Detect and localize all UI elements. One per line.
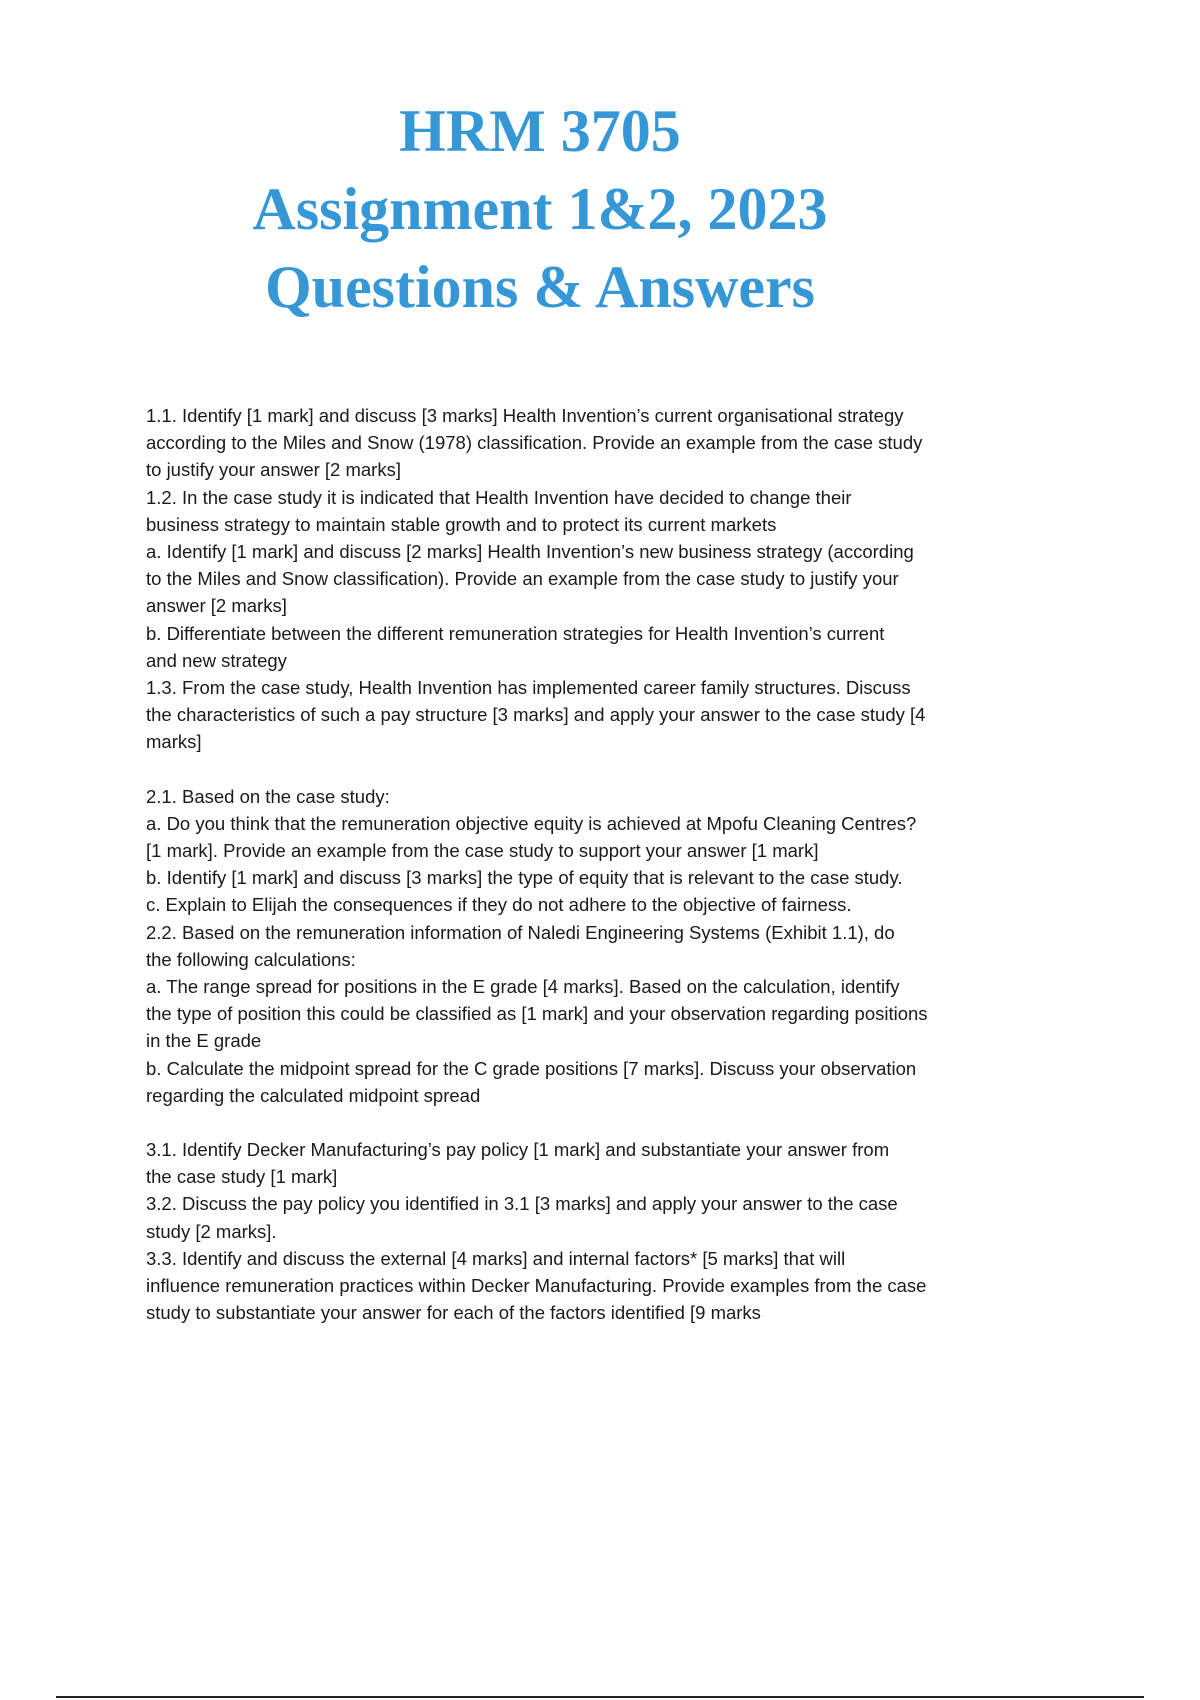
text-line: to justify your answer [2 marks] — [146, 459, 401, 481]
text-line: the case study [1 mark] — [146, 1166, 338, 1188]
text-line: a. Do you think that the remuneration objective equity is achieved at Mpofu Cleaning Centres? — [146, 812, 917, 834]
document-title — [0, 92, 1080, 326]
text-line: 1.1. Identify [1 mark] and discuss [3 marks] Health Invention’s current organisational strategy — [146, 405, 904, 426]
title-questions-answers: Questions & Answers — [264, 254, 816, 320]
text-line: b. Identify [1 mark] and discuss [3 marks] the type of equity that is relevant to the case study. — [146, 867, 903, 889]
title-course-code: HRM 3705 — [399, 98, 681, 164]
text-line: 2.1. Based on the case study: — [146, 785, 390, 807]
text-line: regarding the calculated midpoint spread — [146, 1084, 481, 1106]
text-line: influence remuneration practices within Decker Manufacturing. Provide examples from the case — [146, 1275, 927, 1297]
text-line: the following calculations: — [146, 948, 356, 970]
text-line: b. Differentiate between the different remuneration strategies for Health Invention’s current — [146, 622, 885, 644]
text-line: a. Identify [1 mark] and discuss [2 marks] Health Invention’s new business strategy (according — [146, 541, 914, 563]
section-2-questions — [146, 783, 1016, 1109]
text-line: in the E grade — [146, 1030, 262, 1052]
text-line: 3.3. Identify and discuss the external [4 marks] and internal factors* [5 marks] that will — [146, 1247, 846, 1269]
text-line: study [2 marks]. — [146, 1220, 277, 1242]
footer-divider — [56, 1696, 1144, 1698]
text-line: marks] — [146, 731, 202, 753]
text-line: and new strategy — [146, 649, 287, 671]
text-line: answer [2 marks] — [146, 595, 287, 617]
text-line: to the Miles and Snow classification). Provide an example from the case study to justify your — [146, 568, 899, 590]
text-line: business strategy to maintain stable growth and to protect its current markets — [146, 513, 777, 535]
text-line: b. Calculate the midpoint spread for the C grade positions [7 marks]. Discuss your observation — [146, 1057, 917, 1079]
section-spacer — [146, 1109, 1016, 1136]
text-line: [1 mark]. Provide an example from the case study to support your answer [1 mark] — [146, 840, 819, 862]
text-line: 1.3. From the case study, Health Invention has implemented career family structures. Discuss — [146, 677, 911, 699]
text-line: a. The range spread for positions in the E grade [4 marks]. Based on the calculation, identify — [146, 976, 900, 998]
text-line: 3.1. Identify Decker Manufacturing’s pay policy [1 mark] and substantiate your answer from — [146, 1139, 890, 1161]
text-line: c. Explain to Elijah the consequences if they do not adhere to the objective of fairness. — [146, 894, 852, 916]
text-line: study to substantiate your answer for each of the factors identified [9 marks — [146, 1302, 761, 1324]
text-line: according to the Miles and Snow (1978) classification. Provide an example from the case study — [146, 432, 923, 454]
section-3-questions — [146, 1136, 1016, 1326]
questions-body — [146, 402, 1016, 1327]
text-line: 2.2. Based on the remuneration information of Naledi Engineering Systems (Exhibit 1.1), do — [146, 921, 895, 943]
title-assignment: Assignment 1&2, 2023 — [252, 176, 828, 242]
text-line: 3.2. Discuss the pay policy you identified in 3.1 [3 marks] and apply your answer to the case — [146, 1193, 898, 1215]
text-line: the characteristics of such a pay structure [3 marks] and apply your answer to the case study [4 — [146, 704, 926, 726]
text-line: 1.2. In the case study it is indicated that Health Invention have decided to change their — [146, 486, 852, 508]
section-1-questions — [146, 402, 1016, 756]
section-spacer — [146, 756, 1016, 783]
text-line: the type of position this could be classified as [1 mark] and your observation regarding positions — [146, 1003, 928, 1025]
